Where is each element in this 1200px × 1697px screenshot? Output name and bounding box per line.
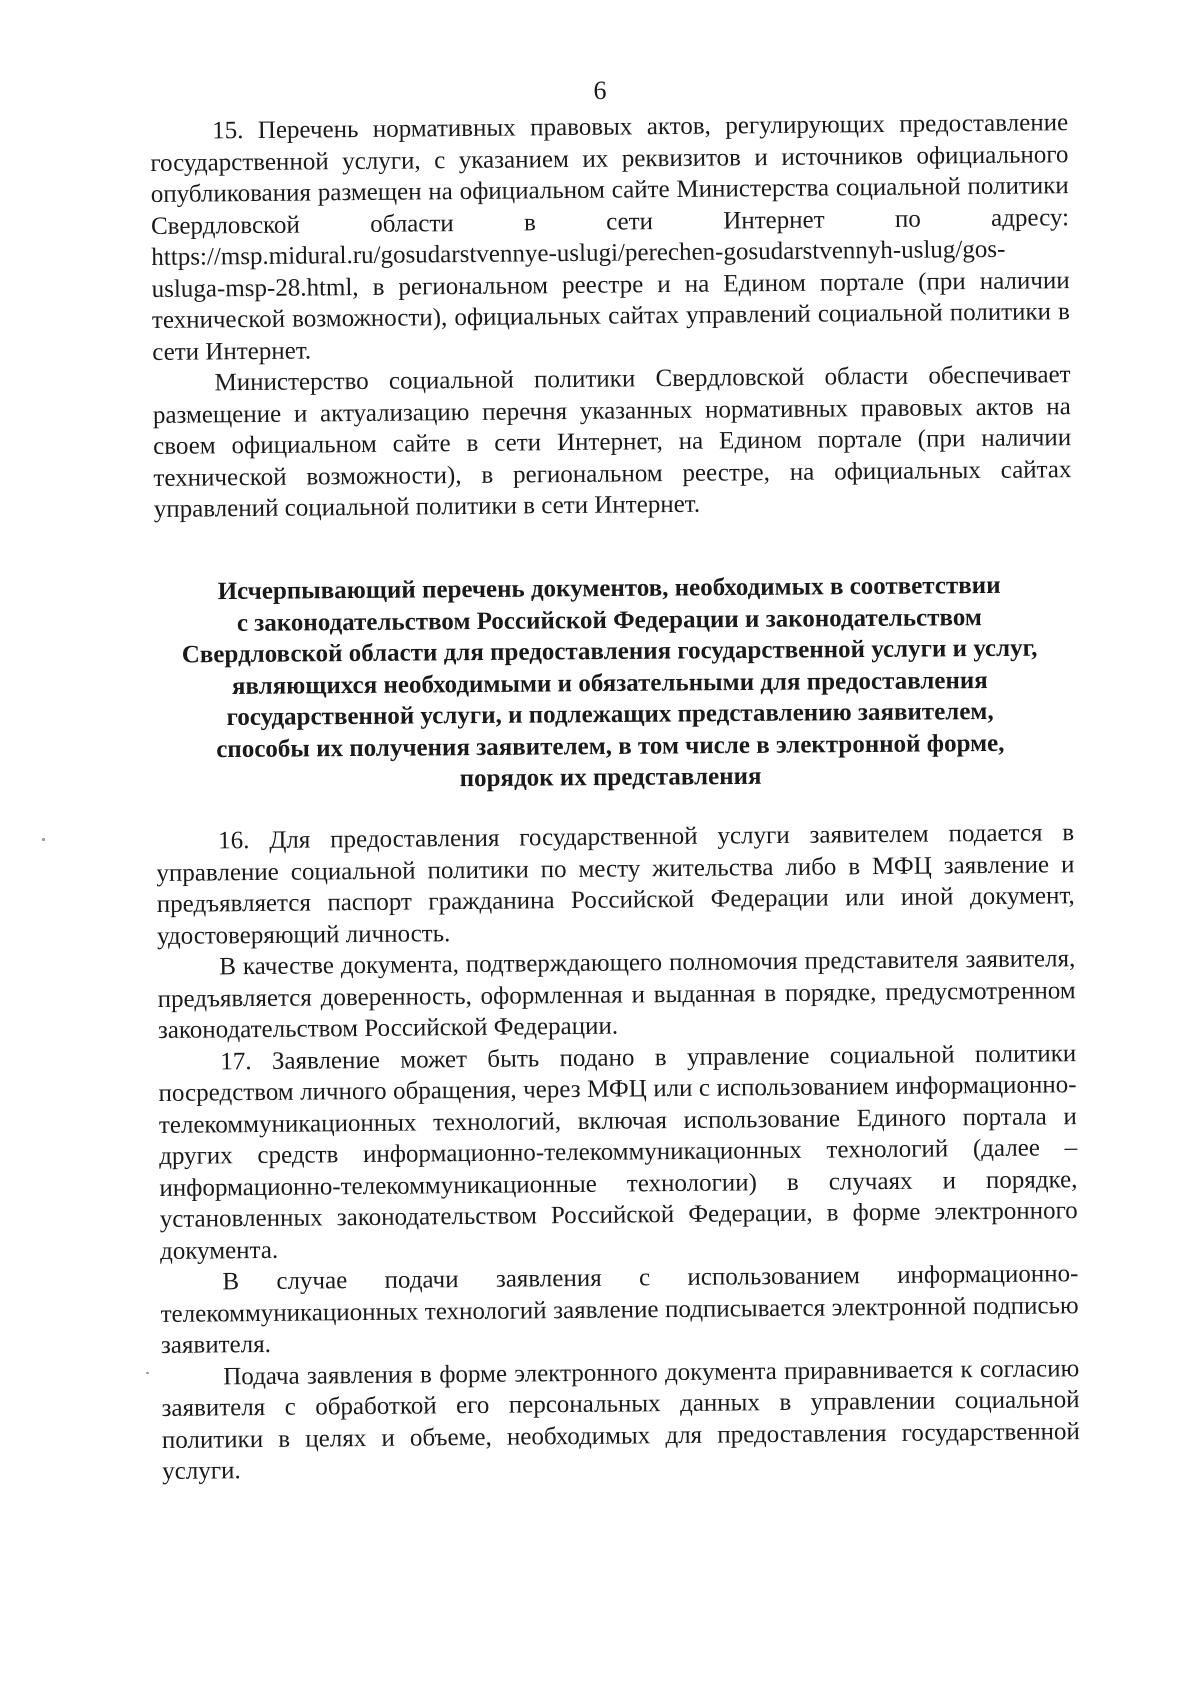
section-heading — [150, 569, 1070, 797]
heading-line: с законодательством Российской Федерации и законодательством — [236, 603, 982, 637]
heading-line: способы их получения заявителем, в том числе в электронной форме, — [216, 729, 1005, 763]
heading-line: Исчерпывающий перечень документов, необходимых в соответствии — [217, 571, 1001, 606]
heading-line: порядок их представления — [459, 762, 762, 793]
heading-line: Свердловской области для предоставления государственной услуги и услуг, — [181, 634, 1038, 669]
scan-speck — [146, 1372, 149, 1374]
text-section-top — [150, 107, 1072, 525]
heading-line: государственной услуги, и подлежащих представлению заявителем, — [226, 697, 994, 732]
paragraph-15: 15. Перечень нормативных правовых актов, регулирующих предоставление государственной услуги, с указанием их реквизитов и источников официального опубликования размещен на официальном сайте Министерства социальной политики Свердловской области в сети Интернет по адресу: https://msp.midural.ru/gosudarstvennye-uslugi/perechen-gosudarstvennyh-uslug/gos-usluga-msp-28.html, в региональном реестре и на Едином портале (при наличии технической возможности), официальных сайтах управлений социальной политики в сети Интернет. — [150, 109, 1071, 366]
paragraph-17: 17. Заявление может быть подано в управление социальной политики посредством личного обращения, через МФЦ или с использованием информационно-телекоммуникационных технологий, включая использование Единого портала и других средств информационно-телекоммуникационных технологий (далее – информационно-телекоммуникационные технологии) в случаях и порядке, установленных законодательством Российской Федерации, в форме электронного документа. — [158, 1039, 1078, 1265]
paragraph-ministry-obligation: Министерство социальной политики Свердловской области обеспечивает размещение и актуализацию перечня указанных нормативных правовых актов на своем официальном сайте в сети Интернет, на Едином портале (при наличии технической возможности), в региональном реестре, на официальных сайтах управлений социальной политики в сети Интернет. — [152, 361, 1072, 523]
text-section-bottom — [156, 817, 1080, 1487]
page-number: 6 — [593, 76, 607, 105]
scan-speck — [42, 838, 45, 841]
paragraph-representative: В качестве документа, подтверждающего полномочия представителя заявителя, предъявляется доверенность, оформленная и выданная в порядке, предусмотренном законодательством Российской Федерации. — [157, 945, 1076, 1044]
paragraph-electronic-signature: В случае подачи заявления с использованием информационно-телекоммуникационных технологий заявление подписывается электронной подписью заявителя. — [160, 1260, 1079, 1359]
paragraph-personal-data-consent: Подача заявления в форме электронного документа приравнивается к согласию заявителя с обработкой его персональных данных в управлении социальной политики в целях и объеме, необходимых для предоставления государственной услуги. — [161, 1354, 1080, 1485]
paragraph-16: 16. Для предоставления государственной услуги заявителем подается в управление социальной политики по месту жительства либо в МФЦ заявление и предъявляется паспорт гражданина Российской Федерации или иной документ, удостоверяющий личность. — [156, 819, 1075, 950]
heading-line: являющихся необходимыми и обязательными для предоставления — [231, 666, 988, 700]
